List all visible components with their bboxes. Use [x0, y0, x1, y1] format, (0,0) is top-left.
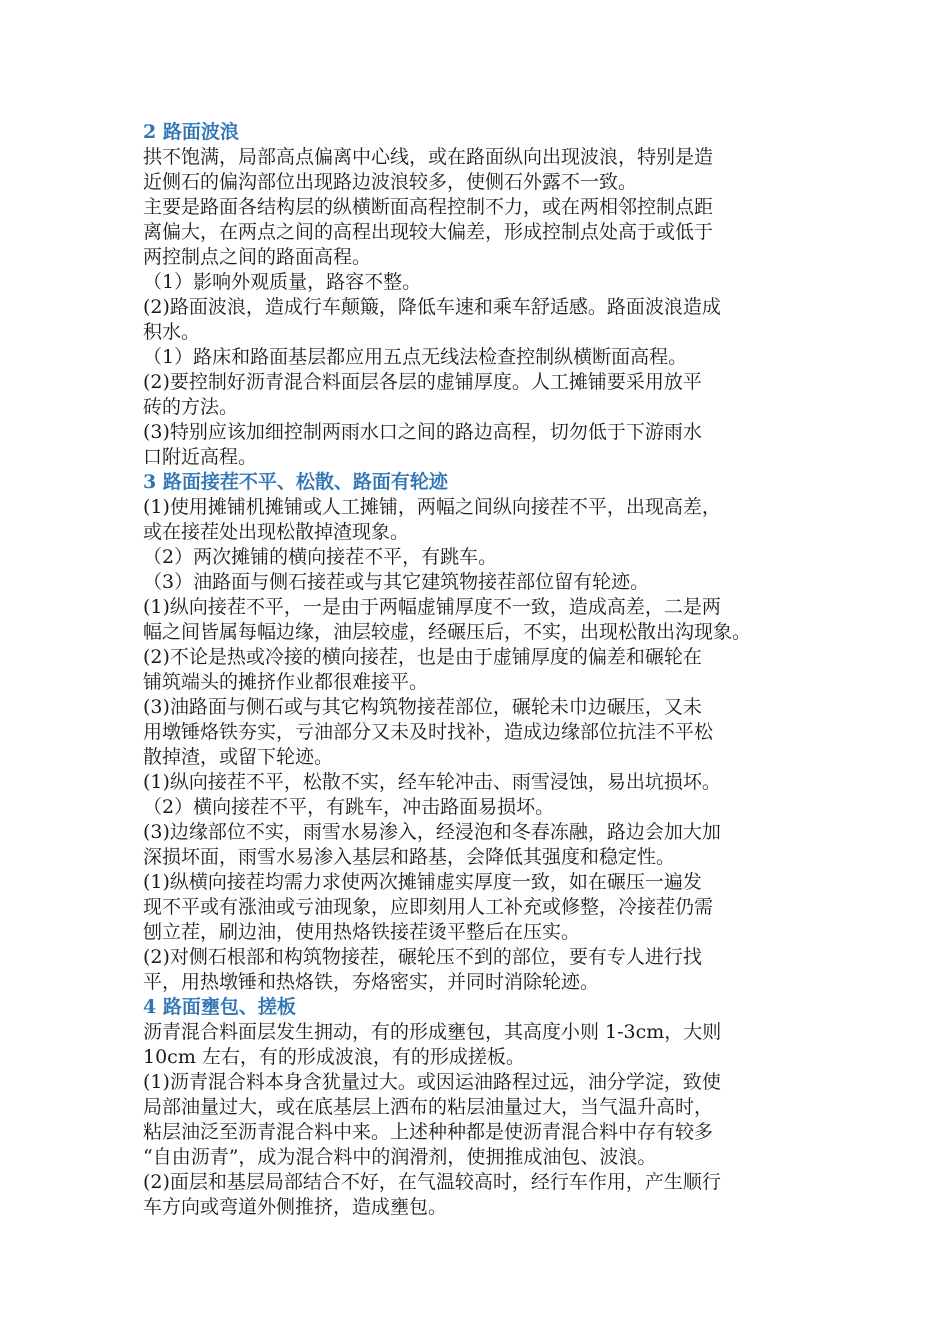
text-line: (2)路面波浪，造成行车颠簸，降低车速和乘车舒适感。路面波浪造成	[143, 296, 721, 318]
text-line: 粘层油泛至沥青混合料中来。上述种种都是使沥青混合料中存有较多	[143, 1121, 714, 1143]
text-line: “自由沥青”，成为混合料中的润滑剂，使拥推成油包、波浪。	[143, 1146, 657, 1168]
text-line: 用墩锤烙铁夯实，亏油部分又未及时找补，造成边缘部位抗洼不平松	[143, 721, 714, 743]
text-line: （2）两次摊铺的横向接茬不平，有跳车。	[143, 546, 498, 568]
text-line: (3)边缘部位不实，雨雪水易渗入，经浸泡和冬春冻融，路边会加大加	[143, 821, 721, 843]
text-line: (1)纵向接茬不平，一是由于两幅虚铺厚度不一致，造成高差，二是两	[143, 596, 721, 618]
text-line: 积水。	[143, 321, 201, 343]
text-line: (1)纵横向接茬均需力求使两次摊铺虚实厚度一致，如在碾压一遍发	[143, 871, 702, 893]
text-line: 刨立茬，刷边油，使用热烙铁接茬烫平整后在压实。	[143, 921, 581, 943]
document-page	[143, 120, 815, 1220]
text-line: （2）横向接茬不平，有跳车，冲击路面易损坏。	[143, 796, 555, 818]
text-line: 主要是路面各结构层的纵横断面高程控制不力，或在两相邻控制点距	[143, 196, 714, 218]
text-line: (3)特别应该加细控制两雨水口之间的路边高程，切勿低于下游雨水	[143, 421, 702, 443]
text-line: 近侧石的偏沟部位出现路边波浪较多，使侧石外露不一致。	[143, 171, 638, 193]
text-line: 或在接茬处出现松散掉渣现象。	[143, 521, 410, 543]
text-line: (1)使用摊铺机摊铺或人工摊铺，两幅之间纵向接茬不平，出现高差，	[143, 496, 721, 518]
text-line: 深损坏面，雨雪水易渗入基层和路基，会降低其强度和稳定性。	[143, 846, 676, 868]
text-line: （3）油路面与侧石接茬或与其它建筑物接茬部位留有轮迹。	[143, 571, 650, 593]
text-line: (2)要控制好沥青混合料面层各层的虚铺厚度。人工摊铺要采用放平	[143, 371, 702, 393]
text-line: 现不平或有涨油或亏油现象，应即刻用人工补充或修整，冷接茬仍需	[143, 896, 714, 918]
text-line: 离偏大，在两点之间的高程出现较大偏差，形成控制点处高于或低于	[143, 221, 714, 243]
text-line: 车方向或弯道外侧推挤，造成壅包。	[143, 1196, 448, 1218]
text-line: 10cm 左右，有的形成波浪，有的形成搓板。	[143, 1046, 525, 1068]
text-line: 口附近高程。	[143, 446, 258, 468]
text-line: 铺筑端头的摊挤作业都很难接平。	[143, 671, 429, 693]
section-heading: 4 路面壅包、搓板	[143, 996, 296, 1018]
text-line: (2)对侧石根部和构筑物接茬，碾轮压不到的部位，要有专人进行找	[143, 946, 702, 968]
text-line: (1)纵向接茬不平，松散不实，经车轮冲击、雨雪浸蚀，易出坑损坏。	[143, 771, 721, 793]
text-line: 拱不饱满，局部高点偏离中心线，或在路面纵向出现波浪，特别是造	[143, 146, 714, 168]
text-line: 两控制点之间的路面高程。	[143, 246, 372, 268]
text-line: 散掉渣，或留下轮迹。	[143, 746, 334, 768]
text-line: (1)沥青混合料本身含犹量过大。或因运油路程过远，油分学淀，致使	[143, 1071, 721, 1093]
text-line: 局部油量过大，或在底基层上洒布的粘层油量过大，当气温升高时，	[143, 1096, 714, 1118]
text-line: 幅之间皆属每幅边缘，油层较虚，经碾压后，不实，出现松散出沟现象。	[143, 621, 752, 643]
text-line: 沥青混合料面层发生拥动，有的形成壅包，其高度小则 1-3cm，大则	[143, 1021, 722, 1043]
section-heading: 2 路面波浪	[143, 121, 239, 143]
text-line: （1）路床和路面基层都应用五点无线法检查控制纵横断面高程。	[143, 346, 688, 368]
text-line: (3)油路面与侧石或与其它构筑物接茬部位，碾轮未巾边碾压，又未	[143, 696, 702, 718]
text-line: (2)面层和基层局部结合不好，在气温较高时，经行车作用，产生顺行	[143, 1171, 721, 1193]
text-line: （1）影响外观质量，路容不整。	[143, 271, 422, 293]
text-line: 平，用热墩锤和热烙铁，夯烙密实，并同时消除轮迹。	[143, 971, 600, 993]
text-line: 砖的方法。	[143, 396, 239, 418]
text-line: (2)不论是热或冷接的横向接茬，也是由于虚铺厚度的偏差和碾轮在	[143, 646, 702, 668]
section-heading: 3 路面接茬不平、松散、路面有轮迹	[143, 471, 448, 493]
